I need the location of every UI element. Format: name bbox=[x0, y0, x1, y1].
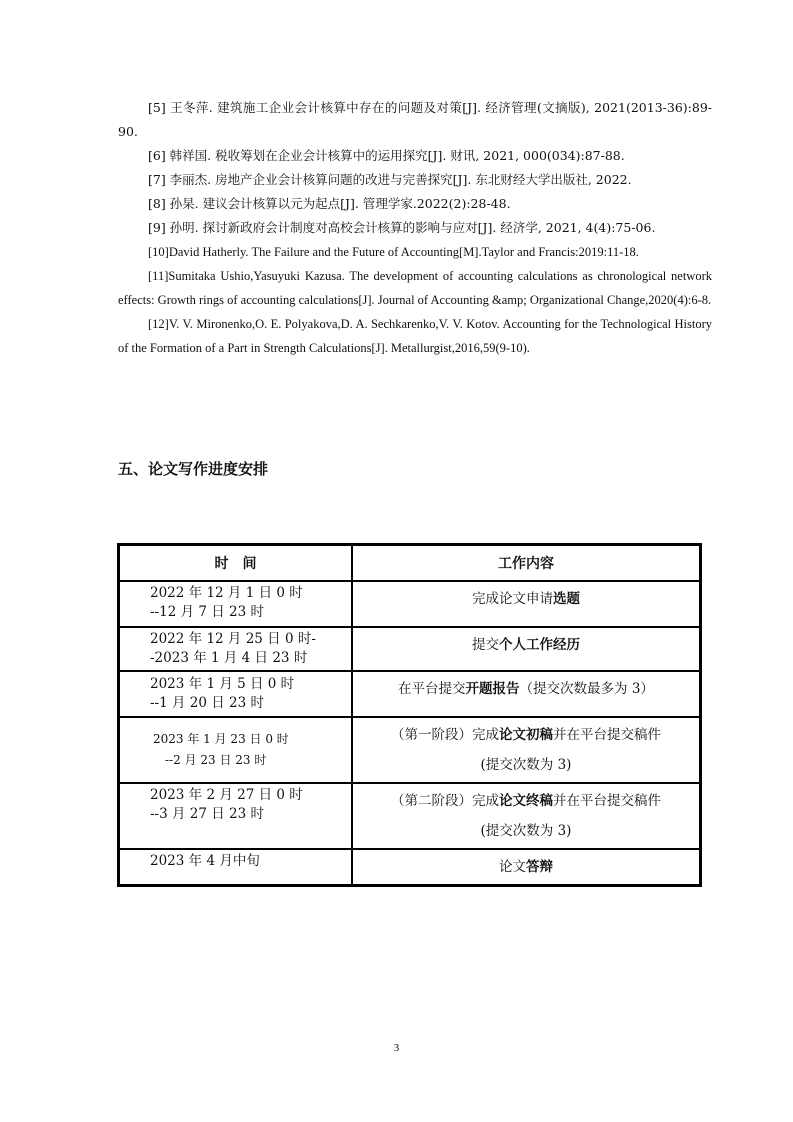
content-text: （第一阶段）完成 bbox=[391, 727, 499, 743]
table-row bbox=[119, 783, 700, 849]
content-text: 并在平台提交稿件 bbox=[553, 793, 661, 809]
time-start: 2023 年 1 月 23 日 0 时 bbox=[153, 732, 289, 746]
table-header-row bbox=[119, 545, 700, 581]
content-cell bbox=[352, 627, 700, 671]
time-end: -2023 年 1 月 4 日 23 时 bbox=[150, 650, 308, 666]
content-keyword: 答辩 bbox=[526, 859, 553, 875]
time-cell bbox=[119, 627, 352, 671]
time-start: 2023 年 1 月 5 日 0 时 bbox=[150, 676, 295, 692]
header-time: 时 间 bbox=[119, 545, 352, 581]
time-end: --3 月 27 日 23 时 bbox=[150, 806, 265, 822]
time-end: --2 月 23 日 23 时 bbox=[165, 753, 267, 767]
content-cell bbox=[352, 783, 700, 849]
content-note: (提交次数为 3) bbox=[480, 757, 572, 773]
table-row bbox=[119, 671, 700, 717]
time-cell bbox=[119, 581, 352, 627]
content-note: (提交次数为 3) bbox=[480, 823, 572, 839]
content-text: 论文 bbox=[499, 859, 526, 875]
time-start: 2022 年 12 月 25 日 0 时- bbox=[150, 631, 316, 647]
reference-item: [5] 王冬萍. 建筑施工企业会计核算中存在的问题及对策[J]. 经济管理(文摘版), 2021(2013-36):89-90. bbox=[118, 100, 712, 139]
content-text: 提交 bbox=[472, 637, 499, 653]
reference-list bbox=[118, 96, 712, 360]
content-keyword: 个人工作经历 bbox=[499, 637, 580, 653]
header-content: 工作内容 bbox=[352, 545, 700, 581]
content-cell bbox=[352, 581, 700, 627]
reference-item: [10]David Hatherly. The Failure and the Future of Accounting[M].Taylor and Francis:2019:11-18. bbox=[148, 245, 639, 259]
time-cell bbox=[119, 717, 352, 783]
content-keyword: 论文终稿 bbox=[499, 793, 553, 809]
schedule-table bbox=[117, 543, 702, 887]
reference-item: [7] 李丽杰. 房地产企业会计核算问题的改进与完善探究[J]. 东北财经大学出版社, 2022. bbox=[148, 172, 632, 187]
time-start: 2023 年 2 月 27 日 0 时 bbox=[150, 787, 303, 803]
table-row bbox=[119, 849, 700, 885]
table-row bbox=[119, 581, 700, 627]
table-row bbox=[119, 627, 700, 671]
content-text: 并在平台提交稿件 bbox=[553, 727, 661, 743]
reference-item: [12]V. V. Mironenko,O. E. Polyakova,D. A. Sechkarenko,V. V. Kotov. Accounting for the Technological History of the Formation of a Part in Strength Calculations[J]. Metallurgist,2016,59(9-10). bbox=[118, 317, 712, 355]
time-start: 2022 年 12 月 1 日 0 时 bbox=[150, 585, 303, 601]
content-keyword: 开题报告 bbox=[465, 681, 520, 697]
content-cell bbox=[352, 671, 700, 717]
reference-item: [11]Sumitaka Ushio,Yasuyuki Kazusa. The development of accounting calculations as chronological network effects: Growth rings of accounting calculations[J]. Journal of Accounting &amp; Organizational Change,2020(4):6-8. bbox=[118, 269, 712, 307]
section-heading: 五、论文写作进度安排 bbox=[118, 460, 269, 478]
content-cell bbox=[352, 849, 700, 885]
content-text: 完成论文申请 bbox=[472, 591, 553, 607]
table-row bbox=[119, 717, 700, 783]
content-keyword: 选题 bbox=[553, 591, 580, 607]
content-text: （提交次数最多为 3） bbox=[519, 681, 654, 697]
time-end: --1 月 20 日 23 时 bbox=[150, 695, 265, 711]
time-start: 2023 年 4 月中旬 bbox=[150, 853, 260, 869]
reference-item: [6] 韩祥国. 税收筹划在企业会计核算中的运用探究[J]. 财讯, 2021, 000(034):87-88. bbox=[148, 148, 625, 163]
reference-item: [9] 孙明. 探讨新政府会计制度对高校会计核算的影响与应对[J]. 经济学, 2021, 4(4):75-06. bbox=[148, 220, 656, 235]
page-number: 3 bbox=[393, 1042, 400, 1054]
reference-item: [8] 孙杲. 建议会计核算以元为起点[J]. 管理学家.2022(2):28-48. bbox=[148, 196, 511, 211]
content-text: （第二阶段）完成 bbox=[391, 793, 499, 809]
time-end: --12 月 7 日 23 时 bbox=[150, 604, 265, 620]
time-cell bbox=[119, 783, 352, 849]
content-cell bbox=[352, 717, 700, 783]
time-cell bbox=[119, 849, 352, 885]
content-keyword: 论文初稿 bbox=[499, 727, 553, 743]
time-cell bbox=[119, 671, 352, 717]
content-text: 在平台提交 bbox=[398, 681, 466, 697]
